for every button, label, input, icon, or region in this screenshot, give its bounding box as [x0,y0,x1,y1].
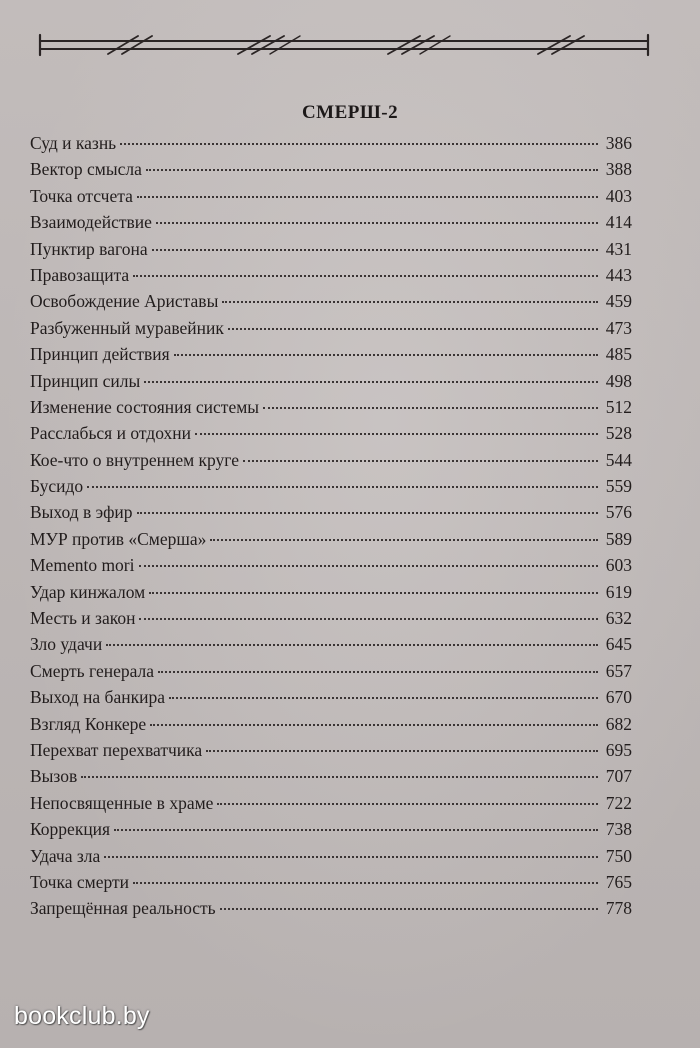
section-title: СМЕРШ-2 [301,102,399,123]
toc-entry-page-number: 459 [605,291,632,312]
dot-leader [133,882,598,884]
toc-entry-page-number: 512 [605,396,632,417]
dot-leader [206,750,598,752]
toc-entry-page-number: 603 [605,555,632,576]
dot-leader [104,856,598,858]
toc-entry [30,631,632,657]
toc-entry [30,236,632,262]
toc-entry-page-number: 576 [605,502,632,523]
dot-leader [146,169,598,171]
dot-leader [152,249,598,251]
toc-entry [30,816,632,842]
toc-entry-page-number: 738 [605,819,632,840]
toc-entry-page-number: 778 [605,898,632,919]
toc-entry-title: Кое-что о внутреннем круге [30,449,240,470]
toc-entry-title: Вектор смысла [30,159,142,180]
toc-entry-page-number: 722 [605,792,632,813]
toc-entry-title: Взаимодействие [30,212,152,233]
toc-entry [30,605,632,631]
toc-entry [30,711,632,737]
toc-entry [30,341,632,367]
toc-entry-title: Выход в эфир [30,502,133,523]
toc-entry [30,156,632,182]
toc-entry-title: Зло удачи [30,634,103,655]
toc-entry-title: Запрещённая реальность [30,898,216,919]
toc-entry [30,526,632,552]
dot-leader [106,644,598,646]
toc-entry [30,288,632,314]
toc-entry-title: Точка отсчета [30,185,133,206]
toc-entry-title: Изменение состояния системы [30,396,260,417]
dot-leader [156,222,598,224]
toc-entry [30,315,632,341]
dot-leader [144,381,598,383]
toc-entry-title: Взгляд Конкере [30,713,147,734]
toc-entry [30,262,632,288]
toc-entry [30,209,632,235]
dot-leader [210,539,598,541]
toc-entry-page-number: 443 [605,264,632,285]
toc-entry [30,790,632,816]
toc-entry-page-number: 670 [605,687,632,708]
toc-entry-page-number: 498 [605,370,632,391]
toc-entry [30,684,632,710]
toc-entry [30,869,632,895]
toc-entry [30,447,632,473]
toc-entry-title: МУР против «Смерша» [30,528,207,549]
toc-entry-title: Принцип силы [30,370,141,391]
toc-entry-title: Бусидо [30,476,84,497]
toc-entry-page-number: 544 [605,449,632,470]
toc-entry-page-number: 589 [605,528,632,549]
toc-entry-title: Освобождение Ариставы [30,291,219,312]
toc-entry-page-number: 485 [605,344,632,365]
dot-leader [158,671,598,673]
dot-leader [195,433,598,435]
toc-entry-title: Непосвященные в храме [30,792,214,813]
dot-leader [81,776,598,778]
toc-entry-page-number: 750 [605,845,632,866]
toc-entry [30,183,632,209]
dot-leader [139,618,598,620]
toc-entry [30,552,632,578]
table-of-contents [30,130,632,922]
toc-entry-page-number: 528 [605,423,632,444]
toc-entry-page-number: 403 [605,185,632,206]
dot-leader [228,328,598,330]
toc-entry-page-number: 682 [605,713,632,734]
toc-entry-title: Суд и казнь [30,133,117,153]
toc-entry-page-number: 431 [605,238,632,259]
toc-entry-page-number: 645 [605,634,632,655]
toc-entry [30,130,632,156]
dot-leader [174,354,598,356]
toc-entry-title: Коррекция [30,819,111,840]
toc-entry-title: Месть и закон [30,608,136,629]
toc-entry-page-number: 414 [605,212,632,233]
toc-entry-title: Пунктир вагона [30,238,148,259]
dot-leader [139,565,599,567]
watermark-text: bookclub.by [14,1002,150,1030]
toc-entry-page-number: 632 [605,608,632,629]
toc-entry-title: Точка смерти [30,871,129,892]
toc-entry-title: Удача зла [30,845,101,866]
toc-entry [30,394,632,420]
dot-leader [222,301,598,303]
toc-entry-title: Выход на банкира [30,687,165,708]
dot-leader [133,275,598,277]
toc-entry [30,420,632,446]
toc-entry-title: Вызов [30,766,78,787]
dot-leader [114,829,598,831]
dot-leader [263,407,598,409]
toc-entry [30,895,632,921]
toc-entry-page-number: 559 [605,476,632,497]
dot-leader [137,196,598,198]
toc-entry [30,499,632,525]
dot-leader [149,592,598,594]
toc-entry-title: Правозащита [30,264,130,285]
toc-entry-page-number: 619 [605,581,632,602]
toc-entry [30,368,632,394]
dot-leader [243,460,598,462]
dot-leader [217,803,598,805]
dot-leader [220,908,598,910]
toc-entry-page-number: 386 [605,133,632,153]
toc-entry-title: Удар кинжалом [30,581,146,602]
dot-leader [87,486,598,488]
toc-entry [30,737,632,763]
toc-entry-page-number: 388 [605,159,632,180]
toc-entry-title: Memento mori [30,555,135,576]
toc-entry-title: Принцип действия [30,344,170,365]
toc-entry-page-number: 473 [605,317,632,338]
toc-entry-page-number: 707 [605,766,632,787]
toc-entry [30,763,632,789]
toc-entry-title: Перехват перехватчика [30,739,203,760]
toc-entry-title: Расслабься и отдохни [30,423,191,444]
dot-leader [120,143,598,145]
dot-leader [169,697,598,699]
toc-entry [30,843,632,869]
dot-leader [137,512,598,514]
toc-entry-page-number: 657 [605,660,632,681]
toc-entry-page-number: 695 [605,739,632,760]
toc-entry [30,473,632,499]
decorative-divider-ornament [38,32,650,58]
toc-entry [30,658,632,684]
toc-entry [30,579,632,605]
toc-entry-title: Смерть генерала [30,660,155,681]
toc-entry-page-number: 765 [605,871,632,892]
dot-leader [150,724,598,726]
toc-entry-title: Разбуженный муравейник [30,317,224,338]
